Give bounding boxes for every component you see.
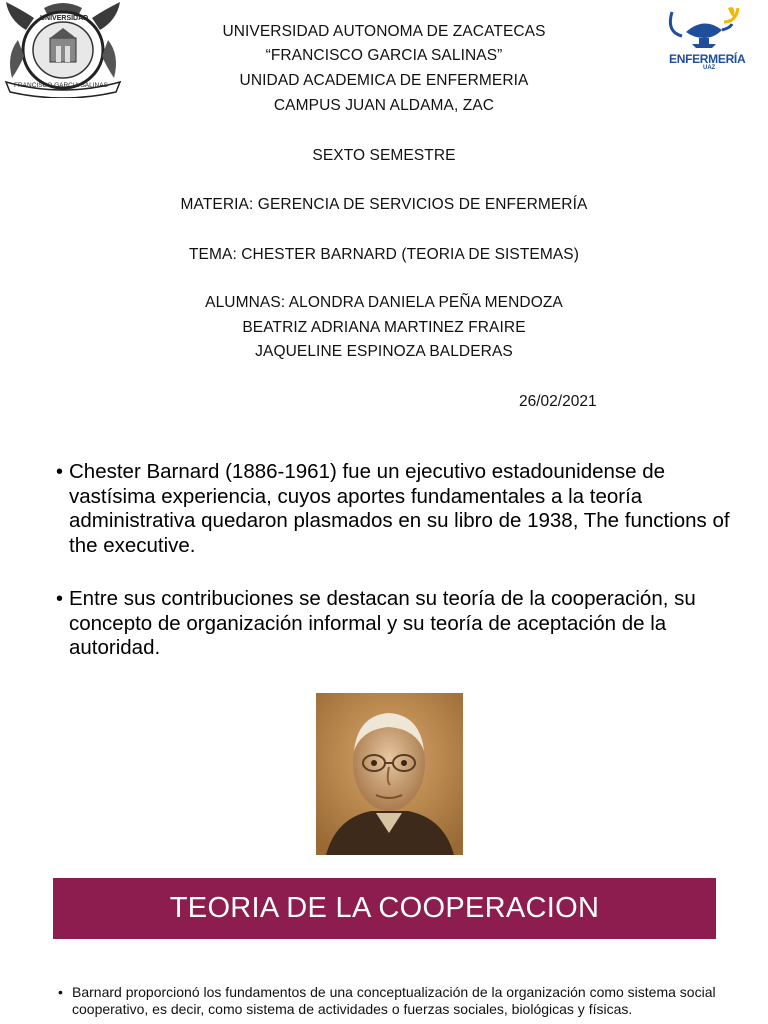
intro-bullet-list xyxy=(56,460,736,690)
bullet-icon: • xyxy=(56,588,64,610)
bullet-text: Entre sus contribuciones se destacan su teoría de la cooperación, su concepto de organización informal y su teoría de aceptación de la autoridad. xyxy=(69,587,696,659)
student-2: BEATRIZ ADRIANA MARTINEZ FRAIRE xyxy=(242,319,526,336)
student-3: JAQUELINE ESPINOZA BALDERAS xyxy=(255,343,513,360)
list-item xyxy=(56,587,736,661)
bullet-text: Chester Barnard (1886-1961) fue un ejecutivo estadounidense de vastísima experiencia, cuyos aportes fundamentales a la teoría administrativa quedaron plasmados en su libro de 1938, The functions of the executive. xyxy=(69,460,730,557)
cover-slide xyxy=(0,0,768,440)
seal-text-bottom: FRANCISCO GARCIA SALINAS xyxy=(14,82,108,89)
subject: MATERIA: GERENCIA DE SERVICIOS DE ENFERMERÍA xyxy=(180,196,588,213)
logo-text: ENFERMERÍA xyxy=(669,52,746,66)
seal-text-top: UNIVERSIDAD xyxy=(40,15,89,22)
university-subname: “FRANCISCO GARCIA SALINAS” xyxy=(265,47,503,64)
student-1: ALUMNAS: ALONDRA DANIELA PEÑA MENDOZA xyxy=(205,294,563,311)
campus: CAMPUS JUAN ALDAMA, ZAC xyxy=(273,97,495,114)
logo-subtext: UAZ xyxy=(703,65,716,71)
topic: TEMA: CHESTER BARNARD (TEORIA DE SISTEMAS) xyxy=(188,246,580,263)
list-item xyxy=(58,984,748,1017)
bullet-icon: • xyxy=(58,984,63,1000)
bullet-text: Barnard proporcionó los fundamentos de una conceptualización de la organización como sistema social cooperativo, es decir, como sistema de actividades o fuerzas sociales, biológicas y físicas. xyxy=(72,984,716,1017)
date: 26/02/2021 xyxy=(519,393,597,410)
semester: SEXTO SEMESTRE xyxy=(312,147,456,164)
chester-barnard-portrait xyxy=(316,693,463,855)
academic-unit: UNIDAD ACADEMICA DE ENFERMERIA xyxy=(239,72,529,89)
university-name: UNIVERSIDAD AUTONOMA DE ZACATECAS xyxy=(222,23,546,40)
list-item xyxy=(56,460,736,558)
section-title: TEORIA DE LA COOPERACION xyxy=(169,892,600,924)
section-title-banner xyxy=(53,878,716,939)
bullet-icon: • xyxy=(56,461,64,483)
